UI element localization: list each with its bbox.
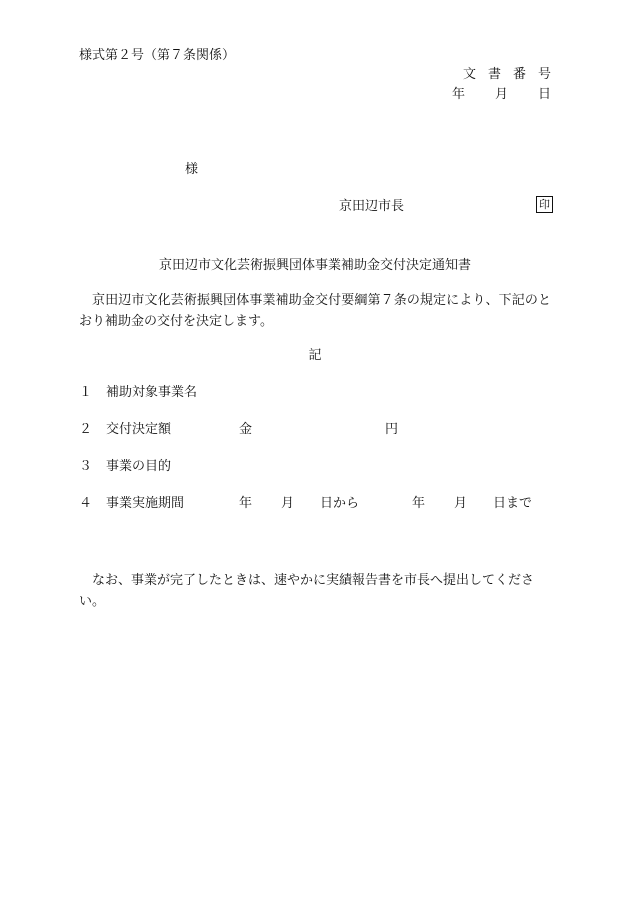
document-title: 京田辺市文化芸術振興団体事業補助金交付決定通知書: [158, 258, 471, 273]
date-month-label: 月: [494, 87, 508, 102]
document-date: [452, 86, 551, 104]
seal-icon: 印: [536, 196, 553, 213]
period-end-day: 日まで: [493, 496, 533, 511]
item-project-purpose: [79, 458, 171, 476]
item-label: 交付決定額: [106, 422, 172, 437]
document-number-label: 文書番号: [462, 67, 563, 82]
amount-prefix: 金: [239, 422, 253, 437]
amount-suffix: 円: [385, 422, 399, 437]
body-paragraph: 京田辺市文化芸術振興団体事業補助金交付要綱第７条の規定により、下記のとおり補助金の交付を決定します。: [79, 293, 551, 329]
period-end-year: 年: [412, 496, 426, 511]
item-number: ４: [79, 496, 93, 511]
recipient-suffix: 様: [185, 162, 199, 177]
issuer-title: 京田辺市長: [339, 199, 405, 214]
ki-heading: 記: [308, 348, 322, 363]
period-start-day: 日から: [320, 496, 360, 511]
item-label: 事業の目的: [106, 459, 172, 474]
date-year-label: 年: [451, 87, 465, 102]
closing-paragraph: なお、事業が完了したときは、速やかに実績報告書を市長へ提出してください。: [79, 573, 535, 609]
item-target-project: [79, 384, 197, 402]
item-grant-amount: [79, 421, 171, 439]
period-start-year: 年: [239, 496, 253, 511]
period-start-month: 月: [281, 496, 295, 511]
item-project-period: [79, 495, 184, 513]
item-label: 補助対象事業名: [106, 385, 198, 400]
date-day-label: 日: [537, 87, 551, 102]
item-number: １: [79, 385, 93, 400]
form-label: 様式第２号（第７条関係）: [79, 48, 236, 63]
item-number: ３: [79, 459, 93, 474]
item-number: ２: [79, 422, 93, 437]
period-end-month: 月: [454, 496, 468, 511]
item-label: 事業実施期間: [106, 496, 185, 511]
